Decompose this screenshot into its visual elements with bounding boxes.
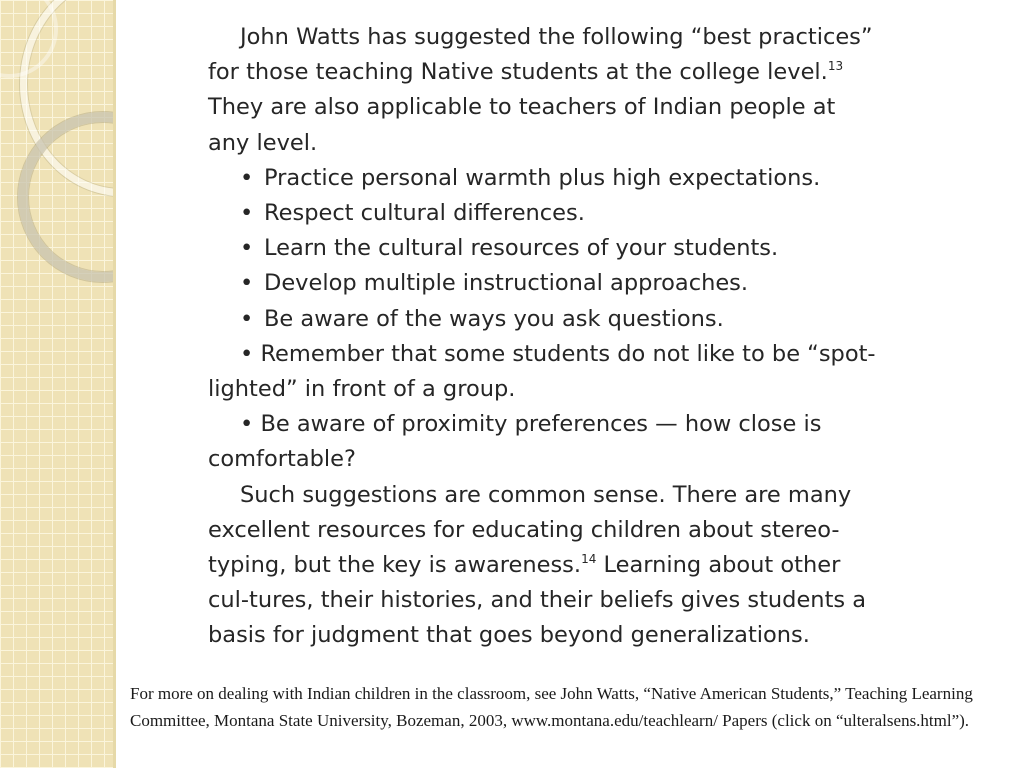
bullet-icon: • [240,200,254,227]
bullet-item [208,196,876,231]
bullet-item [208,337,876,407]
bullet-text: Practice personal warmth plus high expectations. [264,164,821,191]
bullet-item [208,407,876,477]
decorative-side-strip [0,0,116,768]
bullet-icon: • [240,270,254,297]
bullet-text: Remember that some students do not like to be “spot-lighted” in front of a group. [208,340,876,403]
bullet-item [208,231,876,266]
bullet-icon: • [240,411,261,438]
bullet-item [208,302,876,337]
footnote-marker: 14 [581,552,597,567]
bullet-icon: • [240,164,254,191]
intro-paragraph [208,20,876,161]
source-footnote: For more on dealing with Indian children in the classroom, see John Watts, “Native American Students,” Teaching Learning Committee, Montana State University, Bozeman, 2003, www.montana.edu/teachlearn/ Papers (click on “ulteralsens.html”). [130,684,973,730]
bullet-item [208,161,876,196]
bullet-text: Learn the cultural resources of your students. [264,235,779,262]
bullet-text: Be aware of the ways you ask questions. [264,305,724,332]
intro-text-cont: They are also applicable to teachers of Indian people at any level. [208,94,836,156]
bullet-item [208,266,876,301]
bullet-text: Be aware of proximity preferences — how close is comfortable? [208,411,822,473]
footnote-marker: 13 [827,59,844,74]
bullet-icon: • [240,305,254,332]
bullet-icon: • [240,235,254,262]
closing-text: Such suggestions are common sense. There are many excellent resources for educating children about stereo-typing, but the key is awareness. [208,481,852,579]
scanned-passage [208,20,876,655]
bullet-icon: • [240,340,261,367]
closing-text-cont: Learning about other cul-tures, their histories, and their beliefs gives students a basis for judgment that goes beyond generalizations. [208,552,867,649]
intro-text: John Watts has suggested the following “best practices” for those teaching Native students at the college level. [208,24,873,86]
closing-paragraph [208,478,876,654]
bullet-text: Respect cultural differences. [264,200,585,227]
bullet-text: Develop multiple instructional approaches. [264,270,749,297]
